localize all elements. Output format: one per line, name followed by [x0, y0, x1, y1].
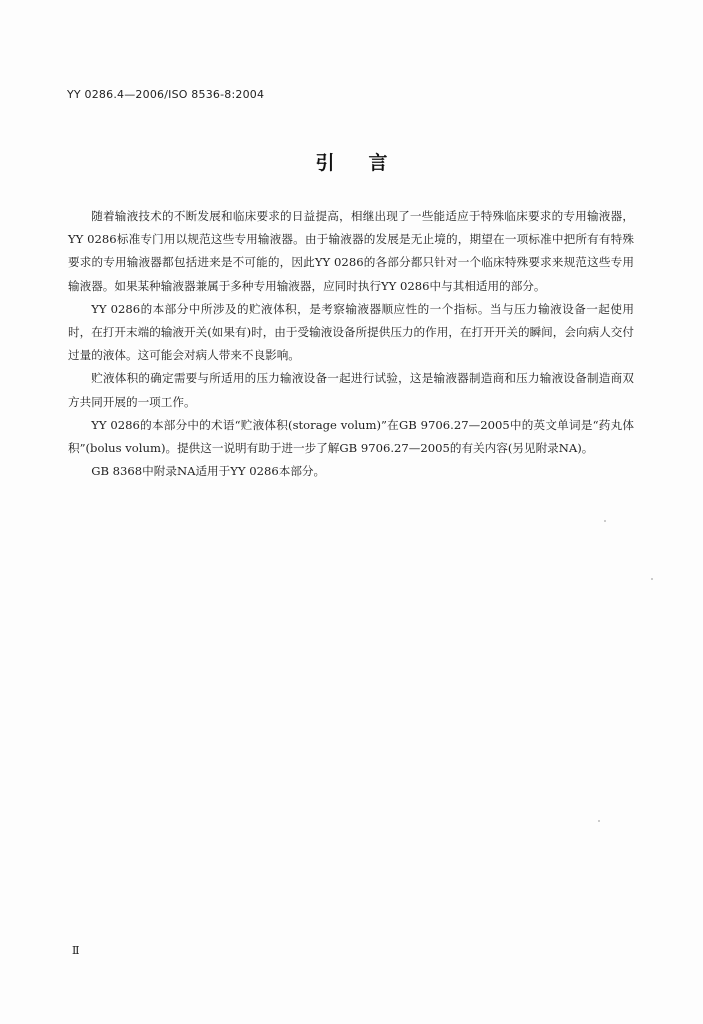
section-title: 引言 — [315, 152, 422, 174]
paragraph-4: YY 0286的本部分中的术语“贮液体积(storage volum)”在GB 9706.27—2005中的英文单词是“药丸体积”(bolus volum)。提供这一说明有助于进一步了解GB 9706.27—2005的有关内容(另见附录NA)。 — [68, 417, 634, 456]
paragraph-1: 随着输液技术的不断发展和临床要求的日益提高，相继出现了一些能适应于特殊临床要求的专用输液器，YY 0286标准专门用以规范这些专用输液器。由于输液器的发展是无止境的，期望在一项标准中把所有有特殊要求的专用输液器都包括进来是不可能的，因此YY 0286的各部分都只针对一个临床特殊要求来规范这些专用输液器。如果某种输液器兼属于多种专用输液器，应同时执行YY 0286中与其相适用的部分。 — [68, 209, 634, 293]
scan-speck — [598, 820, 600, 822]
page-number: Ⅱ — [72, 944, 80, 957]
paragraph-5: GB 8368中附录NA适用于YY 0286本部分。 — [91, 464, 326, 479]
paragraph-2: YY 0286的本部分中所涉及的贮液体积，是考察输液器顺应性的一个指标。当与压力输液设备一起使用时，在打开末端的输液开关(如果有)时，由于受输液设备所提供压力的作用，在打开开关的瞬间，会向病人交付过量的液体。这可能会对病人带来不良影响。 — [68, 301, 634, 363]
scan-speck — [651, 578, 653, 580]
paragraph-3: 贮液体积的确定需要与所适用的压力输液设备一起进行试验，这是输液器制造商和压力输液设备制造商双方共同开展的一项工作。 — [68, 371, 634, 409]
body-text — [68, 205, 634, 483]
standard-number-header: YY 0286.4—2006/ISO 8536-8:2004 — [67, 88, 265, 101]
scan-speck — [604, 520, 606, 522]
